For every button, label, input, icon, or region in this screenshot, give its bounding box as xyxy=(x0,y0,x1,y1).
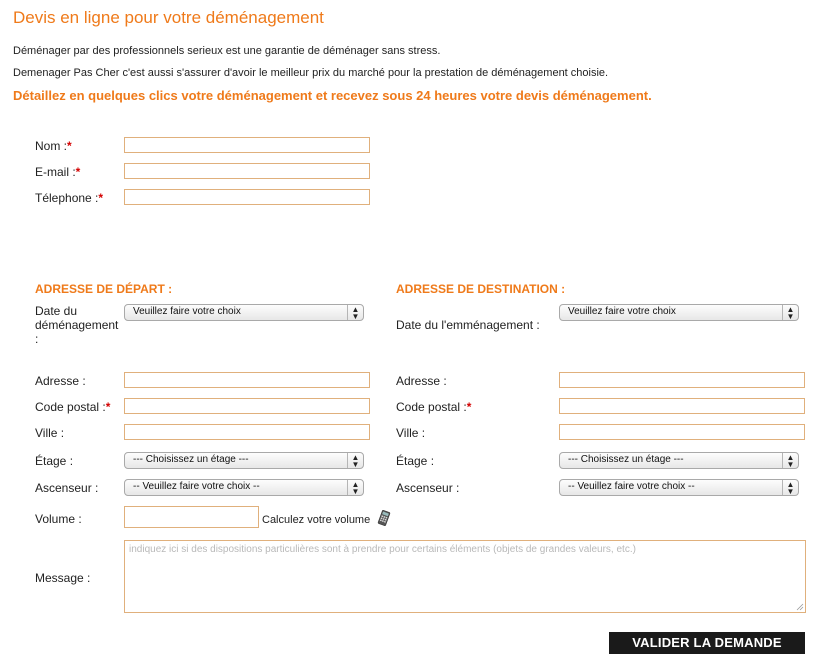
depart-heading: ADRESSE DE DÉPART : xyxy=(35,282,173,296)
select-arrows-icon: ▲ ▼ xyxy=(347,480,363,496)
message-label: Message : xyxy=(35,571,91,585)
volume-label: Volume : xyxy=(35,512,82,526)
destination-ascenseur-label: Ascenseur : xyxy=(396,481,460,495)
resize-grip-icon[interactable] xyxy=(796,603,804,611)
volume-input[interactable] xyxy=(124,506,259,528)
nom-label: Nom :* xyxy=(35,139,72,153)
depart-adresse-input[interactable] xyxy=(124,372,370,388)
select-arrows-icon: ▲ ▼ xyxy=(347,305,363,321)
depart-date-select[interactable]: Veuillez faire votre choix ▲ ▼ xyxy=(124,304,364,321)
intro-text-2: Demenager Pas Cher c'est aussi s'assurer d'avoir le meilleur prix du marché pour la prestation de déménagement choisie. xyxy=(13,67,609,79)
destination-adresse-label: Adresse : xyxy=(396,374,447,388)
destination-ville-input[interactable] xyxy=(559,424,805,440)
select-arrows-icon: ▲ ▼ xyxy=(782,480,798,496)
select-arrows-icon: ▲ ▼ xyxy=(782,453,798,469)
depart-code-postal-label: Code postal :* xyxy=(35,400,111,414)
required-mark: * xyxy=(466,400,472,414)
destination-date-select[interactable]: Veuillez faire votre choix ▲ ▼ xyxy=(559,304,799,321)
required-mark: * xyxy=(98,191,104,205)
destination-heading: ADRESSE DE DESTINATION : xyxy=(396,282,566,296)
required-mark: * xyxy=(105,400,111,414)
required-mark: * xyxy=(75,165,81,179)
message-placeholder: indiquez ici si des dispositions particulières sont à prendre pour certains éléments (objets de grandes valeurs, etc.) xyxy=(129,544,636,555)
select-arrows-icon: ▲ ▼ xyxy=(782,305,798,321)
destination-date-label: Date du l'emménagement : xyxy=(396,318,540,332)
volume-calc-link[interactable]: Calculez votre volume xyxy=(262,514,371,526)
intro-text-1: Déménager par des professionnels serieux est une garantie de déménager sans stress. xyxy=(13,45,441,57)
destination-etage-select[interactable]: --- Choisissez un étage --- ▲ ▼ xyxy=(559,452,799,469)
depart-ascenseur-select[interactable]: -- Veuillez faire votre choix -- ▲ ▼ xyxy=(124,479,364,496)
telephone-label: Télephone :* xyxy=(35,191,104,205)
depart-date-label: Date du déménagement : xyxy=(35,304,119,346)
depart-ascenseur-label: Ascenseur : xyxy=(35,481,99,495)
calculator-icon[interactable] xyxy=(376,510,390,524)
depart-code-postal-input[interactable] xyxy=(124,398,370,414)
email-input[interactable] xyxy=(124,163,370,179)
destination-ascenseur-select[interactable]: -- Veuillez faire votre choix -- ▲ ▼ xyxy=(559,479,799,496)
destination-code-postal-label: Code postal :* xyxy=(396,400,472,414)
destination-adresse-input[interactable] xyxy=(559,372,805,388)
telephone-input[interactable] xyxy=(124,189,370,205)
depart-ville-label: Ville : xyxy=(35,426,65,440)
destination-etage-label: Étage : xyxy=(396,454,435,468)
depart-ville-input[interactable] xyxy=(124,424,370,440)
select-arrows-icon: ▲ ▼ xyxy=(347,453,363,469)
email-label: E-mail :* xyxy=(35,165,81,179)
required-mark: * xyxy=(67,139,72,153)
depart-etage-select[interactable]: --- Choisissez un étage --- ▲ ▼ xyxy=(124,452,364,469)
page-title: Devis en ligne pour votre déménagement xyxy=(13,8,324,27)
nom-input[interactable] xyxy=(124,137,370,153)
message-textarea[interactable] xyxy=(124,540,806,613)
destination-code-postal-input[interactable] xyxy=(559,398,805,414)
destination-ville-label: Ville : xyxy=(396,426,426,440)
depart-etage-label: Étage : xyxy=(35,454,74,468)
headline: Détaillez en quelques clics votre déménagement et recevez sous 24 heures votre devis déménagement. xyxy=(13,88,652,103)
submit-button[interactable]: VALIDER LA DEMANDE xyxy=(609,632,805,654)
depart-adresse-label: Adresse : xyxy=(35,374,86,388)
